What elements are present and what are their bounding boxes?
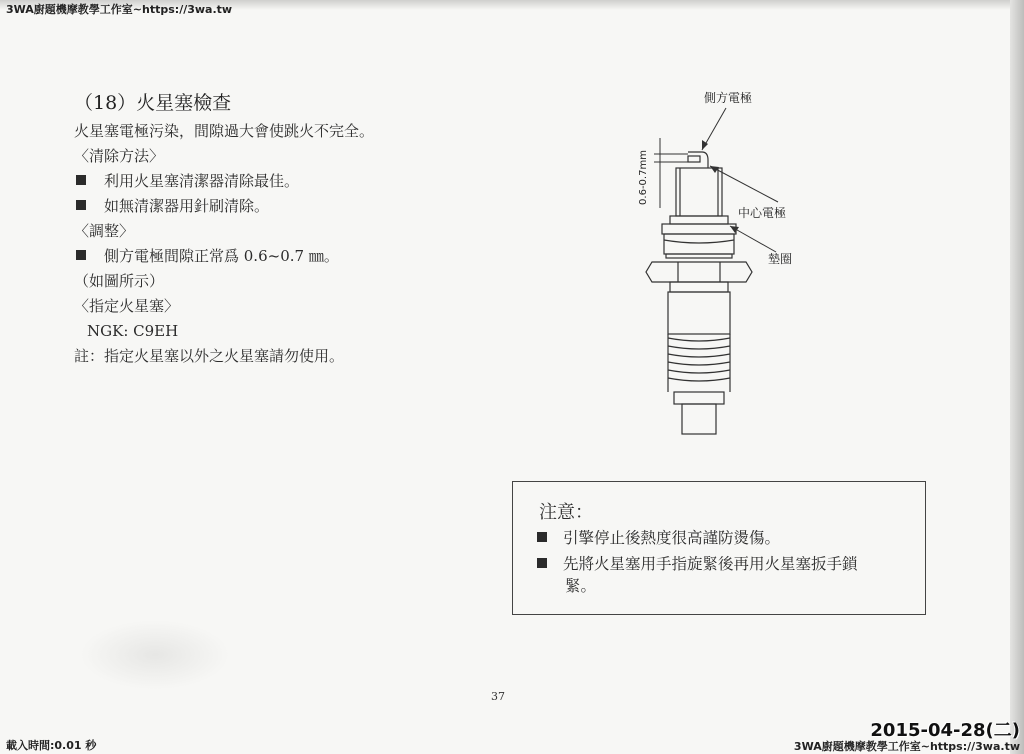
label-gap-dimension: 0.6-0.7mm	[637, 150, 649, 205]
bullet-text: 利用火星塞清潔器清除最佳。	[104, 172, 300, 190]
hex-nut	[646, 262, 752, 282]
gasket-ring	[662, 224, 736, 234]
bullet-square	[537, 532, 547, 542]
label-center-electrode: 中心電極	[738, 206, 787, 220]
caution-box	[512, 481, 926, 615]
terminal-tip	[682, 404, 716, 434]
caution-item	[537, 552, 858, 576]
center-electrode-tip	[688, 156, 700, 162]
watermark-date: 2015-04-28(二)	[870, 720, 1020, 741]
bullet-item	[76, 171, 299, 191]
scan-smudge	[80, 620, 230, 690]
bullet-text: 如無清潔器用針刷清除。	[104, 197, 270, 215]
caution-title: 注意：	[539, 502, 593, 523]
bullet-square	[76, 200, 86, 210]
terminal-section	[668, 292, 730, 334]
arrow-center-electrode	[710, 166, 778, 202]
spark-plug-diagram	[630, 80, 830, 444]
spark-plug-drawing	[630, 80, 830, 440]
label-side-electrode: 側方電極	[704, 91, 753, 105]
page-number: 37	[491, 690, 505, 703]
heading-cleaning: 〈清除方法〉	[74, 147, 165, 165]
caution-text-continued: 緊。	[565, 577, 597, 595]
caution-text: 引擎停止後熱度很高謹防燙傷。	[563, 529, 781, 547]
bullet-item	[76, 246, 339, 266]
watermark-bottom: 3WA廚題機摩教學工作室~https://3wa.tw	[793, 740, 1020, 753]
bullet-square	[76, 250, 86, 260]
heading-adjustment: 〈調整〉	[74, 222, 135, 240]
bullet-square	[76, 175, 86, 185]
insulator-upper	[676, 168, 722, 216]
caution-item	[537, 526, 780, 550]
watermark-top: 3WA廚題機摩教學工作室~https://3wa.tw	[6, 3, 233, 16]
caution-text: 先將火星塞用手指旋緊後再用火星塞扳手鎖	[563, 555, 858, 573]
bullet-square	[537, 558, 547, 568]
side-electrode-hook	[688, 152, 708, 168]
watermark-load-time: 載入時間:0.01 秒	[6, 739, 97, 752]
see-figure-note: （如圖所示）	[74, 272, 165, 290]
page-edge-shadow	[1010, 0, 1024, 754]
footnote: 註：指定火星塞以外之火星塞請勿使用。	[74, 347, 345, 365]
section-title: （18）火星塞檢查	[74, 92, 232, 114]
label-gasket: 墊圈	[768, 252, 793, 266]
bullet-text: 側方電極間隙正常爲 0.6~0.7 ㎜。	[104, 247, 339, 265]
heading-specified-plug: 〈指定火星塞〉	[74, 297, 180, 315]
shell-lip	[670, 216, 728, 224]
bullet-item	[76, 196, 269, 216]
plug-model: NGK: C9EH	[87, 322, 179, 340]
intro-line: 火星塞電極污染，間隙過大會使跳火不完全。	[74, 122, 375, 140]
